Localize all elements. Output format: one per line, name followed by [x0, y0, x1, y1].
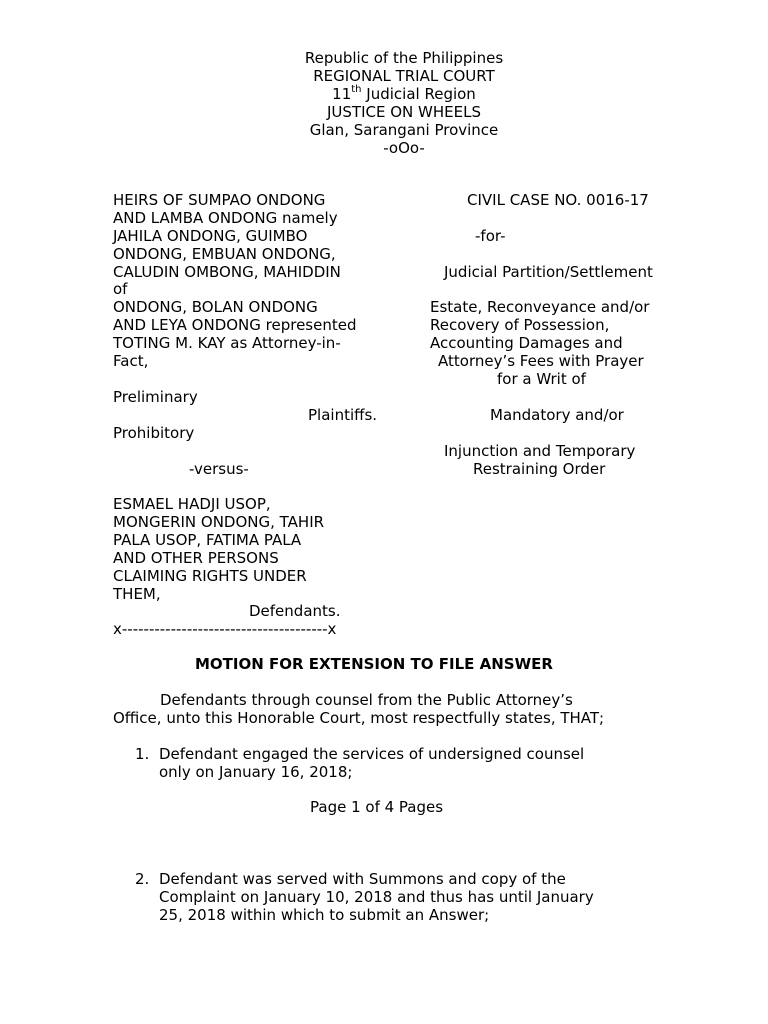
- plaintiffs-line: CALUDIN OMBONG, MAHIDDIN: [113, 263, 341, 281]
- item-line: Defendant was served with Summons and copy of the: [159, 870, 566, 888]
- header-republic: Republic of the Philippines: [304, 49, 504, 67]
- intro-line: Office, unto this Honorable Court, most respectfully states, THAT;: [113, 709, 605, 727]
- plaintiffs-line: AND LAMBA ONDONG namely: [113, 209, 338, 227]
- motion-title: MOTION FOR EXTENSION TO FILE ANSWER: [195, 655, 553, 673]
- item-line: 25, 2018 within which to submit an Answer;: [159, 906, 490, 924]
- case-nature-line: Mandatory and/or: [490, 406, 624, 424]
- defendants-label: Defendants.: [249, 602, 341, 620]
- header-ornament: -oOo-: [383, 139, 425, 157]
- header-region-label: Judicial Region: [361, 85, 476, 103]
- defendants-line: MONGERIN ONDONG, TAHIR: [113, 513, 325, 531]
- item-number: 1.: [135, 745, 150, 763]
- plaintiffs-line: ONDONG, BOLAN ONDONG: [113, 298, 318, 316]
- item-line: Defendant engaged the services of undersigned counsel: [159, 745, 585, 763]
- case-nature-line: Estate, Reconveyance and/or: [430, 298, 650, 316]
- item-line: only on January 16, 2018;: [159, 763, 353, 781]
- versus-label: -versus-: [189, 460, 249, 478]
- defendants-line: PALA USOP, FATIMA PALA: [113, 531, 302, 549]
- plaintiffs-line: Fact,: [113, 352, 149, 370]
- plaintiffs-line: JAHILA ONDONG, GUIMBO: [113, 227, 308, 245]
- case-nature-line: Recovery of Possession,: [430, 316, 610, 334]
- page-counter: Page 1 of 4 Pages: [310, 798, 444, 816]
- header-justice-on-wheels: JUSTICE ON WHEELS: [327, 103, 481, 121]
- plaintiffs-line: TOTING M. KAY as Attorney-in-: [113, 334, 341, 352]
- court-header: [0, 49, 768, 157]
- header-region: [0, 85, 768, 103]
- plaintiffs-line: HEIRS OF SUMPAO ONDONG: [113, 191, 326, 209]
- case-nature-line: Restraining Order: [473, 460, 606, 478]
- case-nature-line: Injunction and Temporary: [444, 442, 636, 460]
- case-for-label: -for-: [475, 227, 506, 245]
- item-line: Complaint on January 10, 2018 and thus has until January: [159, 888, 594, 906]
- intro-line: Defendants through counsel from the Public Attorney’s: [160, 691, 573, 709]
- case-nature-line: Judicial Partition/Settlement: [444, 263, 653, 281]
- case-nature-line: Accounting Damages and: [430, 334, 623, 352]
- plaintiffs-label: Plaintiffs.: [308, 406, 378, 424]
- plaintiffs-line: ONDONG, EMBUAN ONDONG,: [113, 245, 336, 263]
- defendants-line: THEM,: [113, 585, 161, 603]
- case-number: CIVIL CASE NO. 0016-17: [467, 191, 649, 209]
- plaintiffs-line: of: [113, 280, 128, 298]
- case-nature-line: for a Writ of: [497, 370, 586, 388]
- prohibitory-word: Prohibitory: [113, 424, 195, 442]
- defendants-line: CLAIMING RIGHTS UNDER: [113, 567, 307, 585]
- header-location: Glan, Sarangani Province: [309, 121, 499, 139]
- defendants-line: ESMAEL HADJI USOP,: [113, 495, 271, 513]
- header-region-number: 11: [332, 85, 352, 103]
- header-region-suffix: th: [351, 84, 362, 95]
- plaintiffs-line: AND LEYA ONDONG represented: [113, 316, 357, 334]
- header-court: REGIONAL TRIAL COURT: [313, 67, 495, 85]
- preliminary-word: Preliminary: [113, 388, 198, 406]
- caption-separator: x--------------------------------------x: [113, 620, 337, 638]
- defendants-line: AND OTHER PERSONS: [113, 549, 279, 567]
- case-nature-line: Attorney’s Fees with Prayer: [438, 352, 644, 370]
- item-number: 2.: [135, 870, 150, 888]
